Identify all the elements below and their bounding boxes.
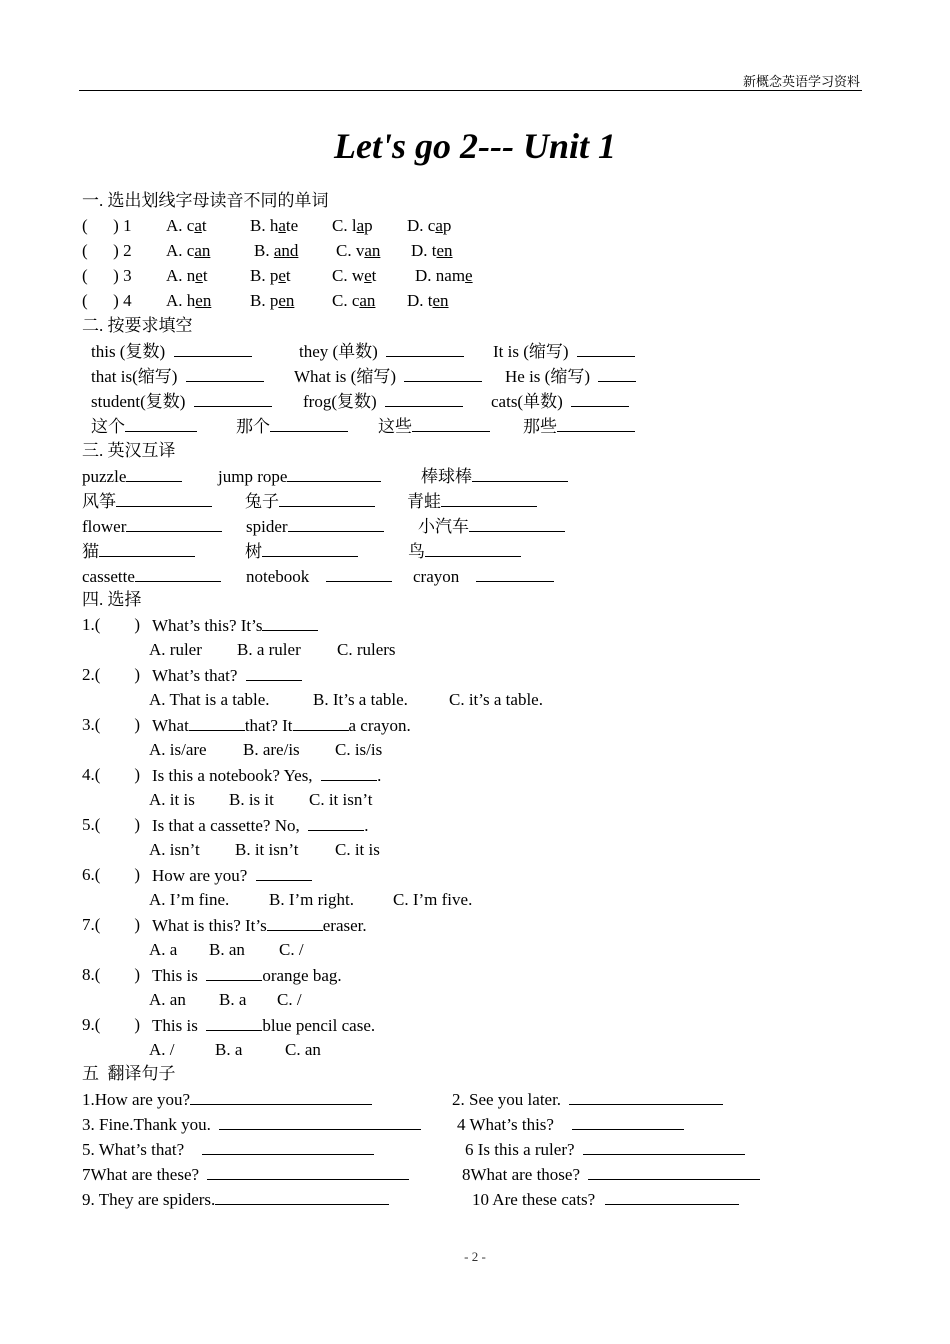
answer-option: C. it isn’t — [309, 790, 373, 809]
option-c — [332, 265, 376, 287]
option-text: B. p — [250, 291, 279, 310]
answer-blank[interactable] — [116, 490, 212, 507]
translate-sentence — [82, 1188, 389, 1211]
fill-item — [491, 390, 629, 413]
fill-item — [378, 415, 490, 438]
translate-item — [408, 540, 521, 563]
option-text: t — [285, 266, 291, 285]
sentence-text: 5. What’s that? — [82, 1140, 185, 1159]
translate-sentence — [465, 1138, 745, 1161]
answer-blank[interactable] — [99, 540, 195, 557]
answer-blank[interactable] — [441, 490, 537, 507]
fill-prompt: 这个 — [91, 417, 125, 436]
option-text: C. v — [336, 241, 365, 260]
underlined-letters: an — [194, 241, 211, 260]
fill-item — [91, 340, 252, 363]
answer-blank[interactable] — [262, 540, 358, 557]
question-stem — [152, 714, 411, 737]
translate-prompt: notebook — [246, 567, 318, 586]
answer-blank[interactable] — [386, 340, 464, 357]
sentence-text: 8What are those? — [462, 1165, 580, 1184]
sentence-text: 2. See you later. — [452, 1090, 562, 1109]
translate-sentence — [472, 1188, 739, 1211]
underlined-letters: e — [465, 266, 473, 285]
option-b — [254, 240, 298, 262]
translate-sentence — [82, 1163, 409, 1186]
translate-item — [245, 540, 358, 563]
question-stem — [152, 914, 367, 937]
translate-item — [82, 490, 212, 513]
option-text: p — [364, 216, 373, 235]
option-text: te — [285, 216, 299, 235]
answer-blank[interactable] — [293, 714, 349, 731]
question-number: 9.( ) — [82, 1015, 141, 1034]
answer-blank[interactable] — [126, 465, 182, 482]
answer-option: A. is/are — [149, 740, 207, 759]
stem-text: . — [377, 766, 382, 785]
answer-option: C. / — [277, 990, 302, 1009]
question-stem — [152, 664, 302, 687]
sentence-text: 6 Is this a ruler? — [465, 1140, 575, 1159]
question-number: 4.( ) — [82, 765, 141, 784]
sentence-text: 10 Are these cats? — [472, 1190, 596, 1209]
option-d — [407, 290, 449, 312]
answer-option: A. it is — [149, 790, 195, 809]
option-text: C. c — [332, 291, 360, 310]
answer-blank[interactable] — [206, 1014, 262, 1031]
answer-blank[interactable] — [206, 964, 262, 981]
option-a — [166, 290, 211, 312]
question-number: 5.( ) — [82, 815, 141, 834]
option-text: A. c — [166, 241, 195, 260]
answer-option: C. an — [285, 1040, 321, 1059]
stem-text: What — [152, 716, 189, 735]
question-stem — [152, 814, 369, 837]
answer-blank[interactable] — [287, 465, 381, 482]
answer-option: B. is it — [229, 790, 274, 809]
translate-sentence — [82, 1113, 421, 1136]
stem-text: What’s this? It’s — [152, 616, 263, 635]
answer-option: C. it is — [335, 840, 380, 859]
underlined-letters: a — [278, 216, 286, 235]
answer-blank[interactable] — [469, 515, 565, 532]
translate-item — [82, 565, 221, 588]
fill-item — [523, 415, 635, 438]
underlined-letters: en — [436, 241, 453, 260]
answer-option: B. it isn’t — [235, 840, 299, 859]
fill-item — [91, 415, 197, 438]
fill-prompt: frog(复数) — [303, 392, 386, 411]
answer-blank[interactable] — [246, 664, 302, 681]
fill-prompt: He is (缩写) — [505, 367, 599, 386]
answer-blank[interactable] — [135, 565, 221, 582]
fill-prompt: What is (缩写) — [294, 367, 405, 386]
answer-blank[interactable] — [219, 1113, 421, 1130]
option-a — [166, 215, 207, 237]
fill-prompt: It is (缩写) — [493, 342, 578, 361]
section2-title: 二. 按要求填空 — [82, 316, 193, 335]
underlined-letters: an — [359, 291, 376, 310]
answer-blank[interactable] — [569, 1088, 723, 1105]
answer-option: C. rulers — [337, 640, 396, 659]
answer-option: A. I’m fine. — [149, 890, 230, 909]
fill-item — [294, 365, 482, 388]
answer-option: C. I’m five. — [393, 890, 473, 909]
answer-blank[interactable] — [174, 340, 252, 357]
answer-blank[interactable] — [190, 1088, 372, 1105]
option-text: B. — [254, 241, 274, 260]
fill-item — [299, 340, 464, 363]
question-number: 1.( ) — [82, 615, 141, 634]
translate-item — [218, 465, 381, 488]
answer-blank[interactable] — [326, 565, 392, 582]
answer-option: C. it’s a table. — [449, 690, 543, 709]
answer-blank[interactable] — [189, 714, 245, 731]
answer-blank[interactable] — [588, 1163, 760, 1180]
section4-title: 四. 选择 — [82, 590, 142, 609]
fill-item — [236, 415, 348, 438]
answer-blank[interactable] — [186, 365, 264, 382]
sentence-text: 7What are these? — [82, 1165, 200, 1184]
translate-prompt: 棒球棒 — [421, 467, 472, 486]
answer-option: B. I’m right. — [269, 890, 354, 909]
answer-option: B. are/is — [243, 740, 300, 759]
answer-option: A. a — [149, 940, 178, 959]
page-title: Let's go 2--- Unit 1 — [334, 126, 616, 166]
stem-text: . — [364, 816, 369, 835]
answer-option: C. / — [279, 940, 304, 959]
option-c — [336, 240, 380, 262]
fill-prompt: that is(缩写) — [91, 367, 186, 386]
translate-prompt: 猫 — [82, 542, 99, 561]
answer-blank[interactable] — [404, 365, 482, 382]
option-text: D. t — [411, 241, 437, 260]
option-text: C. w — [332, 266, 365, 285]
stem-text: This is — [152, 966, 207, 985]
answer-blank[interactable] — [267, 914, 323, 931]
answer-blank[interactable] — [215, 1188, 389, 1205]
fill-prompt: this (复数) — [91, 342, 174, 361]
translate-prompt: jump rope — [218, 467, 288, 486]
question-stem — [152, 1014, 375, 1037]
answer-blank[interactable] — [476, 565, 554, 582]
answer-option: B. a — [219, 990, 247, 1009]
answer-option: B. an — [209, 940, 245, 959]
translate-sentence — [452, 1088, 723, 1111]
answer-option: A. That is a table. — [149, 690, 270, 709]
stem-text: What’s that? — [152, 666, 246, 685]
translate-prompt: 青蛙 — [407, 492, 441, 511]
option-text: B. h — [250, 216, 279, 235]
underlined-letters: an — [364, 241, 381, 260]
translate-prompt: puzzle — [82, 467, 127, 486]
question-stem — [152, 964, 342, 987]
translate-prompt: crayon — [413, 567, 468, 586]
answer-blank[interactable] — [207, 1163, 409, 1180]
section3-title: 三. 英汉互译 — [82, 441, 176, 460]
answer-blank[interactable] — [308, 814, 364, 831]
translate-item — [407, 490, 537, 513]
stem-text: Is this a notebook? Yes, — [152, 766, 322, 785]
answer-blank[interactable] — [571, 390, 629, 407]
translate-prompt: cassette — [82, 567, 135, 586]
translate-item — [82, 515, 222, 538]
answer-option: B. a — [215, 1040, 243, 1059]
sentence-text: 9. They are spiders. — [82, 1190, 216, 1209]
section5-title: 五 翻译句子 — [82, 1064, 176, 1083]
fill-item — [91, 390, 272, 413]
option-text: B. p — [250, 266, 279, 285]
answer-blank[interactable] — [583, 1138, 745, 1155]
translate-sentence — [457, 1113, 684, 1136]
stem-text: What is this? It’s — [152, 916, 267, 935]
option-a — [166, 240, 210, 262]
stem-text: eraser. — [322, 916, 367, 935]
answer-blank[interactable] — [557, 415, 635, 432]
translate-item — [82, 465, 182, 488]
answer-option: A. ruler — [149, 640, 202, 659]
stem-text: that? It — [244, 716, 293, 735]
section1-title: 一. 选出划线字母读音不同的单词 — [82, 191, 329, 210]
option-d — [407, 215, 451, 237]
translate-item — [413, 565, 554, 588]
translate-item — [418, 515, 565, 538]
underlined-letters: a — [194, 216, 202, 235]
underlined-letters: e — [364, 266, 372, 285]
answer-blank[interactable] — [605, 1188, 739, 1205]
underlined-letters: a — [356, 216, 365, 235]
translate-prompt: 小汽车 — [418, 517, 469, 536]
answer-blank[interactable] — [572, 1113, 684, 1130]
fill-prompt: they (单数) — [299, 342, 387, 361]
underlined-letters: e — [195, 266, 203, 285]
option-text: t — [371, 266, 377, 285]
option-text: D. nam — [415, 266, 466, 285]
question-number: 6.( ) — [82, 865, 141, 884]
translate-prompt: 树 — [245, 542, 262, 561]
translate-prompt: 兔子 — [245, 492, 279, 511]
underlined-letters: a — [435, 216, 443, 235]
translate-prompt: 鸟 — [408, 542, 425, 561]
stem-text: This is — [152, 1016, 207, 1035]
option-text: D. t — [407, 291, 433, 310]
fill-prompt: 这些 — [378, 417, 412, 436]
translate-item — [246, 565, 392, 588]
translate-prompt: spider — [246, 517, 288, 536]
option-text: D. c — [407, 216, 436, 235]
option-a — [166, 265, 208, 287]
answer-option: B. It’s a table. — [313, 690, 408, 709]
answer-blank[interactable] — [412, 415, 490, 432]
translate-sentence — [82, 1138, 374, 1161]
fill-prompt: 那个 — [236, 417, 270, 436]
fill-item — [493, 340, 635, 363]
option-text: A. h — [166, 291, 196, 310]
underlined-letters: and — [273, 241, 299, 260]
underlined-letters: e — [278, 266, 286, 285]
answer-blank[interactable] — [256, 864, 312, 881]
answer-blank[interactable] — [598, 365, 636, 382]
question-number: 7.( ) — [82, 915, 141, 934]
question-stem — [152, 864, 312, 887]
question-number: ( ) 3 — [82, 266, 132, 285]
answer-blank[interactable] — [472, 465, 568, 482]
option-b — [250, 215, 298, 237]
answer-blank[interactable] — [126, 515, 222, 532]
answer-option: A. an — [149, 990, 186, 1009]
fill-item — [505, 365, 636, 388]
sentence-text: 1.How are you? — [82, 1090, 191, 1109]
answer-blank[interactable] — [125, 415, 197, 432]
answer-option: B. a ruler — [237, 640, 301, 659]
option-text: p — [442, 216, 452, 235]
translate-item — [246, 515, 384, 538]
stem-text: orange bag. — [262, 966, 342, 985]
translate-item — [421, 465, 568, 488]
translate-prompt: 风筝 — [82, 492, 116, 511]
question-stem — [152, 614, 318, 637]
option-text: t — [202, 266, 208, 285]
option-b — [250, 290, 294, 312]
option-d — [411, 240, 453, 262]
translate-sentence — [82, 1088, 372, 1111]
fill-item — [303, 390, 463, 413]
fill-prompt: 那些 — [523, 417, 557, 436]
answer-blank[interactable] — [202, 1138, 374, 1155]
answer-blank[interactable] — [288, 515, 384, 532]
question-number: ( ) 2 — [82, 241, 132, 260]
translate-item — [82, 540, 195, 563]
option-c — [332, 290, 375, 312]
question-number: ( ) 4 — [82, 291, 132, 310]
question-stem — [152, 764, 381, 787]
option-d — [415, 265, 473, 287]
translate-prompt: flower — [82, 517, 127, 536]
question-number: ( ) 1 — [82, 216, 132, 235]
answer-option: C. is/is — [335, 740, 383, 759]
answer-blank[interactable] — [270, 415, 348, 432]
underlined-letters: en — [432, 291, 449, 310]
stem-text: Is that a cassette? No, — [152, 816, 309, 835]
translate-item — [245, 490, 375, 513]
answer-blank[interactable] — [279, 490, 375, 507]
fill-prompt: student(复数) — [91, 392, 194, 411]
answer-blank[interactable] — [262, 614, 318, 631]
answer-blank[interactable] — [425, 540, 521, 557]
answer-blank[interactable] — [385, 390, 463, 407]
translate-sentence — [462, 1163, 760, 1186]
option-b — [250, 265, 291, 287]
stem-text: a crayon. — [348, 716, 411, 735]
answer-blank[interactable] — [194, 390, 272, 407]
answer-option: A. isn’t — [149, 840, 200, 859]
answer-option: A. / — [149, 1040, 175, 1059]
answer-blank[interactable] — [577, 340, 635, 357]
question-number: 3.( ) — [82, 715, 141, 734]
option-c — [332, 215, 373, 237]
option-text: C. l — [332, 216, 357, 235]
underlined-letters: en — [195, 291, 212, 310]
sentence-text: 3. Fine.Thank you. — [82, 1115, 211, 1134]
page-header — [79, 70, 862, 91]
page-number: - 2 - — [464, 1249, 486, 1264]
sentence-text: 4 What’s this? — [457, 1115, 554, 1134]
fill-item — [91, 365, 264, 388]
answer-blank[interactable] — [321, 764, 377, 781]
question-number: 8.( ) — [82, 965, 141, 984]
question-number: 2.( ) — [82, 665, 141, 684]
fill-prompt: cats(单数) — [491, 392, 572, 411]
stem-text: blue pencil case. — [262, 1016, 376, 1035]
stem-text: How are you? — [152, 866, 256, 885]
option-text: A. n — [166, 266, 196, 285]
option-text: A. c — [166, 216, 195, 235]
header-text: 新概念英语学习资料 — [742, 75, 860, 90]
option-text: t — [201, 216, 207, 235]
underlined-letters: en — [278, 291, 295, 310]
